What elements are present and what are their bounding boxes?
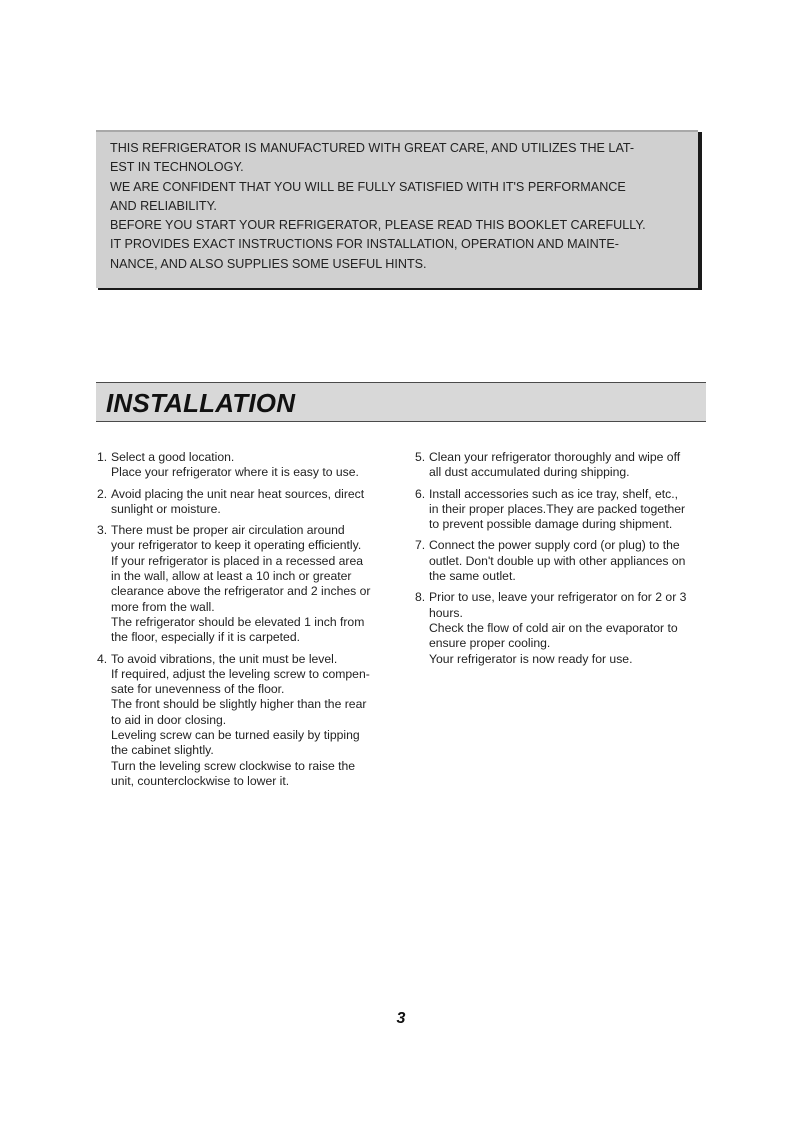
item-line: ensure proper cooling. (429, 636, 551, 651)
item-number: 3. (97, 523, 108, 538)
item-line: If your refrigerator is placed in a recessed area (111, 553, 363, 568)
section-title: INSTALLATION (106, 388, 296, 418)
notice-line: BEFORE YOU START YOUR REFRIGERATOR, PLEASE READ THIS BOOKLET CAREFULLY. (110, 218, 646, 233)
item-line: Avoid placing the unit near heat sources, direct (111, 486, 365, 501)
item-text (429, 487, 685, 533)
item-text (111, 487, 364, 518)
item-line: Your refrigerator is now ready for use. (429, 651, 633, 666)
item-line: to prevent possible damage during shipment. (429, 517, 673, 532)
item-line: Check the flow of cold air on the evaporator to (429, 620, 678, 635)
item-text (429, 538, 685, 584)
item-line: Turn the leveling screw clockwise to raise the (111, 758, 356, 773)
item-line: Leveling screw can be turned easily by tipping (111, 728, 360, 743)
notice-line: IT PROVIDES EXACT INSTRUCTIONS FOR INSTALLATION, OPERATION AND MAINTE- (110, 237, 619, 252)
item-text (111, 523, 370, 645)
page-number: 3 (396, 1010, 406, 1027)
item-line: There must be proper air circulation around (111, 523, 345, 538)
section-header-bar (96, 382, 706, 422)
item-line: outlet. Don't double up with other appliances on (429, 553, 686, 568)
item-text (111, 450, 359, 481)
item-line: Clean your refrigerator thoroughly and wipe off (429, 450, 681, 464)
item-line: Select a good location. (111, 450, 235, 464)
item-line: your refrigerator to keep it operating efficiently. (111, 538, 362, 553)
instruction-item-6 (415, 487, 715, 533)
item-line: unit, counterclockwise to lower it. (111, 773, 290, 788)
item-line: sunlight or moisture. (111, 501, 221, 516)
instruction-item-5 (415, 450, 715, 481)
instruction-item-2 (97, 487, 397, 518)
item-line: The front should be slightly higher than the rear (111, 697, 367, 712)
item-line: in the wall, allow at least a 10 inch or greater (111, 569, 352, 584)
item-line: Place your refrigerator where it is easy to use. (111, 465, 359, 480)
item-line: clearance above the refrigerator and 2 inches or (111, 584, 371, 599)
item-number: 7. (415, 538, 426, 553)
item-text (111, 652, 370, 790)
notice-line: NANCE, AND ALSO SUPPLIES SOME USEFUL HINTS. (110, 256, 427, 271)
item-line: sate for unevenness of the floor. (111, 682, 285, 697)
item-number: 4. (97, 651, 108, 666)
item-line: Connect the power supply cord (or plug) to the (429, 538, 680, 553)
item-line: To avoid vibrations, the unit must be level. (111, 651, 338, 666)
item-number: 2. (97, 486, 108, 501)
item-line: the same outlet. (429, 569, 516, 584)
notice-line: EST IN TECHNOLOGY. (110, 160, 244, 175)
right-instructions-column (415, 450, 715, 673)
item-number: 8. (415, 590, 426, 605)
notice-line: THIS REFRIGERATOR IS MANUFACTURED WITH GREAT CARE, AND UTILIZES THE LAT- (110, 141, 635, 155)
instruction-item-4 (97, 652, 397, 790)
item-line: the cabinet slightly. (111, 743, 214, 758)
instruction-item-3 (97, 523, 397, 645)
item-line: all dust accumulated during shipping. (429, 465, 630, 480)
item-line: the floor, especially if it is carpeted. (111, 630, 301, 645)
instruction-item-7 (415, 538, 715, 584)
item-line: The refrigerator should be elevated 1 inch from (111, 614, 365, 629)
item-line: in their proper places.They are packed together (429, 501, 686, 516)
notice-line: AND RELIABILITY. (110, 198, 217, 213)
instruction-item-8 (415, 590, 715, 666)
item-number: 1. (97, 450, 108, 464)
item-text (429, 450, 680, 481)
left-instructions-column (97, 450, 397, 795)
intro-notice-box (96, 130, 702, 290)
item-line: If required, adjust the leveling screw to compen- (111, 666, 370, 681)
item-number: 5. (415, 450, 426, 464)
item-line: more from the wall. (111, 599, 215, 614)
item-line: Install accessories such as ice tray, shelf, etc., (429, 486, 679, 501)
notice-shadow-right (698, 132, 702, 290)
instruction-item-1 (97, 450, 397, 481)
notice-line: WE ARE CONFIDENT THAT YOU WILL BE FULLY SATISFIED WITH IT'S PERFORMANCE (110, 179, 626, 194)
item-line: Prior to use, leave your refrigerator on for 2 or 3 (429, 590, 687, 605)
item-text (429, 590, 686, 666)
item-number: 6. (415, 486, 426, 501)
notice-text (110, 139, 690, 274)
item-line: hours. (429, 605, 463, 620)
item-line: to aid in door closing. (111, 712, 227, 727)
